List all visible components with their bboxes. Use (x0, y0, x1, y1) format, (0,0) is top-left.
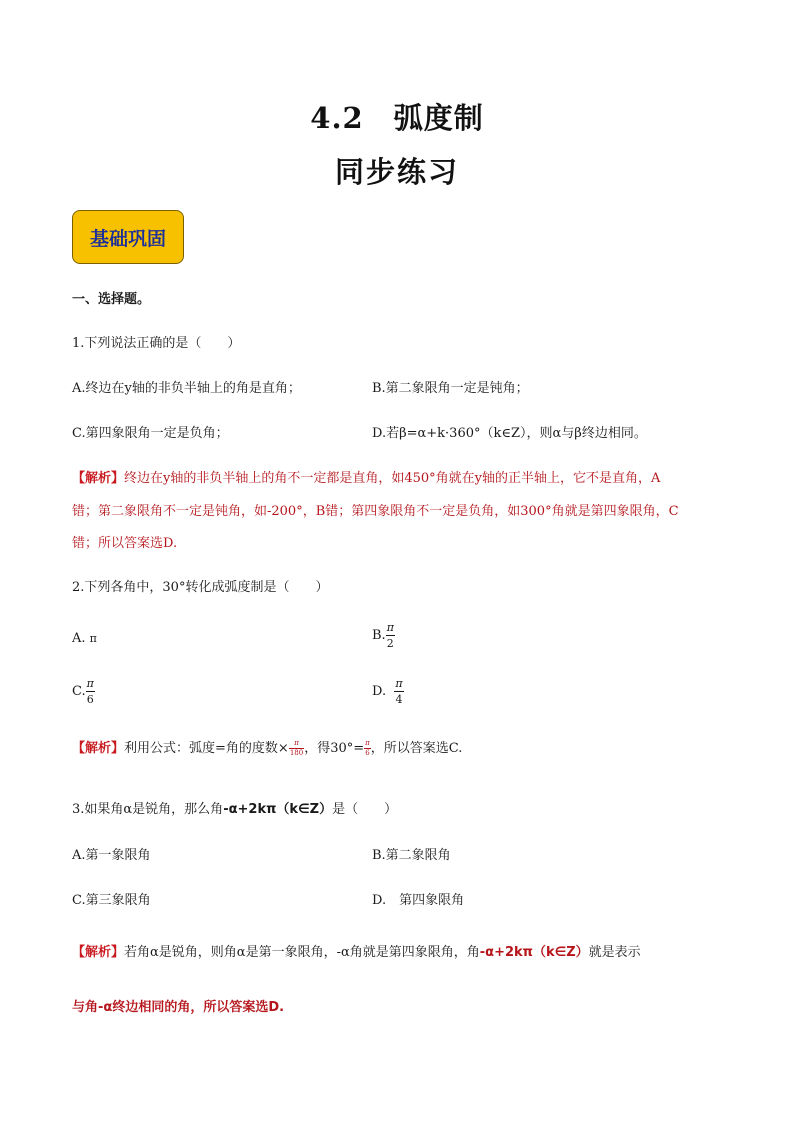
q3-option-c: C.第三象限角 (72, 893, 151, 908)
q2-explanation-text-3: ，所以答案选C. (370, 741, 463, 756)
explanation-tag: 【解析】 (72, 471, 125, 486)
page-subtitle: 同步练习 (334, 155, 459, 189)
fraction-numerator: π (86, 677, 94, 690)
option-label: B. (372, 628, 386, 643)
fraction-denominator: 4 (395, 693, 403, 706)
explanation-tag: 【解析】 (72, 945, 125, 960)
pi-symbol: π (89, 632, 97, 645)
q3-stem-formula: -α+2kπ（k∈Z） (223, 802, 333, 817)
fraction (86, 678, 95, 705)
q2-option-a (72, 631, 97, 647)
q1-explanation-line-1 (72, 471, 660, 487)
option-label: D. (372, 684, 387, 699)
q3-explanation-text-2: 就是表示 (588, 945, 641, 960)
q3-option-d: D. 第四象限角 (372, 893, 465, 908)
q1-option-b: B.第二象限角一定是钝角； (372, 381, 529, 396)
q3-stem-text-2: 是（ ） (332, 802, 398, 817)
q3-explanation-formula: -α+2kπ（k∈Z） (479, 945, 589, 960)
q2-explanation-text-2: ，得30°= (304, 741, 365, 756)
fraction-bar (394, 691, 403, 692)
fraction-numerator: π (365, 739, 370, 747)
q2-option-d (372, 678, 404, 705)
section-badge (72, 210, 184, 264)
fraction-numerator: π (386, 621, 394, 634)
q3-explanation-text-1: 若角α是锐角，则角α是第一象限角，-α角就是第四象限角，角 (124, 945, 480, 960)
q2-explanation (72, 740, 462, 757)
q3-explanation-line-2: 与角-α终边相同的角，所以答案选D. (72, 1000, 285, 1015)
q1-stem: 1.下列说法正确的是（ ） (72, 336, 241, 351)
q2-stem: 2.下列各角中，30°转化成弧度制是（ ） (72, 580, 329, 595)
explanation-tag: 【解析】 (72, 741, 125, 756)
q1-explanation-line-2: 错；第二象限角不一定是钝角，如-200°，B错；第四象限角不一定是负角，如300°角就是第四象限角，C (72, 504, 679, 519)
q2-option-b (372, 622, 395, 649)
fraction-denominator: 180 (289, 749, 304, 757)
option-label: A. (72, 631, 86, 646)
q3-option-b: B.第二象限角 (372, 848, 451, 863)
page-title: 4.2 弧度制 (310, 101, 484, 135)
q3-stem (72, 802, 397, 818)
fraction-denominator: 2 (386, 637, 394, 650)
q3-option-a: A.第一象限角 (72, 848, 151, 863)
q1-option-d: D.若β=α+k·360°（k∈Z），则α与β终边相同。 (372, 426, 647, 441)
fraction-denominator: 6 (365, 749, 370, 757)
q1-explanation-line-3: 错；所以答案选D. (72, 536, 178, 551)
fraction (386, 622, 395, 649)
q3-stem-text-1: 3.如果角α是锐角，那么角 (72, 802, 224, 817)
q1-option-a: A.终边在y轴的非负半轴上的角是直角； (72, 381, 301, 396)
q1-explanation-text-1: 终边在y轴的非负半轴上的角不一定都是直角，如450°角就在y轴的正半轴上，它不是直角，A (124, 471, 661, 486)
q2-explanation-text-1: 利用公式：弧度=角的度数× (124, 741, 289, 756)
fraction-numerator: π (294, 739, 299, 747)
fraction-numerator: π (395, 677, 403, 690)
q3-explanation-line-1 (72, 945, 641, 961)
q2-option-c (72, 678, 95, 705)
option-label: C. (72, 684, 86, 699)
fraction-bar (386, 635, 395, 636)
fraction (364, 740, 371, 757)
fraction-denominator: 6 (86, 693, 94, 706)
section-heading: 一、选择题。 (72, 292, 151, 307)
badge-label: 基础巩固 (89, 227, 166, 250)
fraction-bar (86, 691, 95, 692)
fraction (394, 678, 403, 705)
fraction (289, 740, 304, 757)
q1-option-c: C.第四象限角一定是负角； (72, 426, 229, 441)
